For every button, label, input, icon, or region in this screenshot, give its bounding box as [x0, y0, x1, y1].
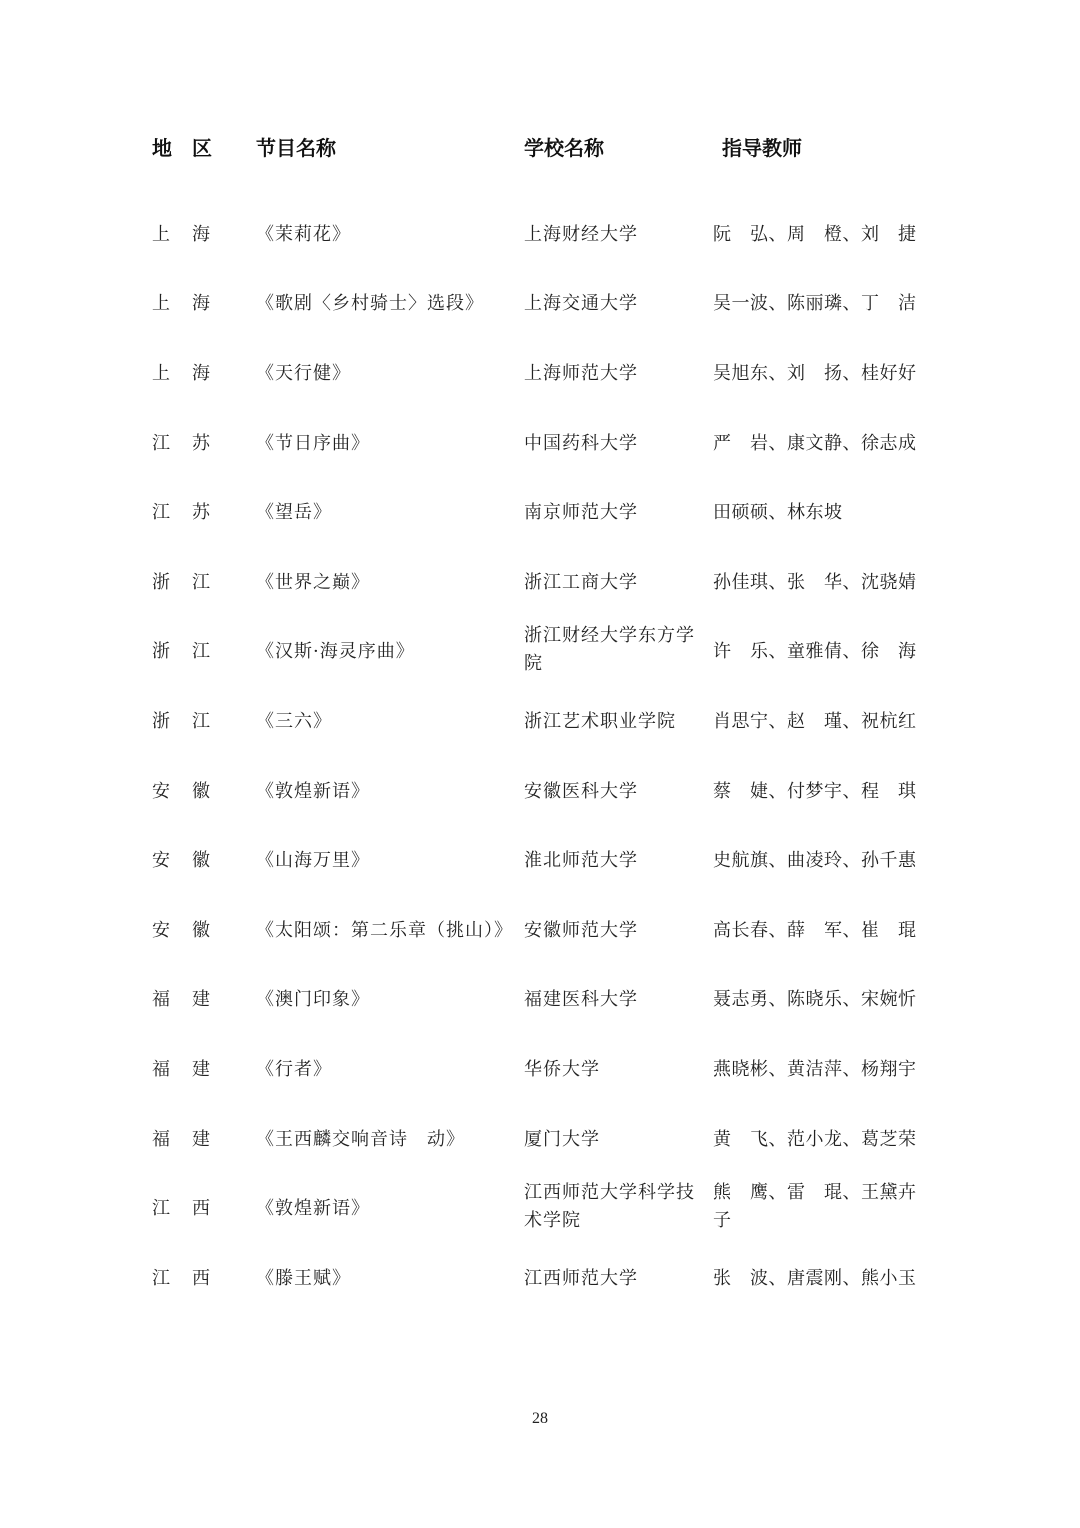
- region-char: 上: [152, 223, 170, 245]
- program-cell: 《世界之巅》: [256, 571, 370, 593]
- region-char: 安: [152, 919, 170, 941]
- region-cell: [152, 337, 242, 407]
- teacher-cell: 张 波、唐震刚、熊小玉: [713, 1267, 917, 1289]
- program-cell: 《太阳颂：第二乐章（挑山）》: [256, 919, 513, 941]
- table-row: [0, 268, 1080, 338]
- region-char: 海: [192, 293, 210, 315]
- region-char: 江: [152, 432, 170, 454]
- region-char: 徽: [192, 919, 210, 941]
- teacher-cell: 蔡 婕、付梦宇、程 琪: [713, 780, 917, 802]
- region-char: 江: [192, 571, 210, 593]
- program-cell: 《山海万里》: [256, 850, 370, 872]
- region-char: 福: [152, 1128, 170, 1150]
- teacher-cell: 许 乐、童雅倩、徐 海: [713, 641, 917, 663]
- school-cell: 安徽医科大学: [524, 780, 638, 802]
- region-cell: [152, 616, 242, 686]
- region-char: 海: [192, 362, 210, 384]
- school-cell: 浙江艺术职业学院: [524, 710, 676, 732]
- program-cell: 《滕王赋》: [256, 1267, 351, 1289]
- program-cell: 《澳门印象》: [256, 989, 370, 1011]
- school-cell: 浙江财经大学东方学院: [524, 625, 695, 675]
- region-char: 江: [152, 502, 170, 524]
- table-row: [0, 407, 1080, 477]
- region-char: 西: [192, 1198, 210, 1220]
- school-cell: 安徽师范大学: [524, 919, 638, 941]
- table-row: [0, 616, 1080, 686]
- region-char: 建: [192, 1058, 210, 1080]
- region-char: 浙: [152, 571, 170, 593]
- region-cell: [152, 964, 242, 1034]
- region-char: 江: [192, 641, 210, 663]
- header-school: 学校名称: [524, 136, 604, 160]
- table-row: [0, 476, 1080, 546]
- teacher-cell: 高长春、薛 军、崔 琨: [713, 919, 917, 941]
- region-cell: [152, 755, 242, 825]
- region-cell: [152, 546, 242, 616]
- region-char: 徽: [192, 780, 210, 802]
- teacher-cell: 黄 飞、范小龙、葛芝荣: [713, 1128, 917, 1150]
- program-cell: 《望岳》: [256, 502, 332, 524]
- table-header: [0, 128, 1080, 162]
- region-char: 海: [192, 223, 210, 245]
- region-cell: [152, 685, 242, 755]
- program-cell: 《天行健》: [256, 362, 351, 384]
- region-char: 苏: [192, 432, 210, 454]
- region-char: 福: [152, 1058, 170, 1080]
- table-row: [0, 1103, 1080, 1173]
- teacher-cell: 吴旭东、刘 扬、桂好好: [713, 362, 917, 384]
- region-cell: [152, 268, 242, 338]
- region-char: 江: [192, 710, 210, 732]
- region-char: 福: [152, 989, 170, 1011]
- region-char: 江: [152, 1267, 170, 1289]
- teacher-cell: 孙佳琪、张 华、沈骁婧: [713, 571, 917, 593]
- program-cell: 《敦煌新语》: [256, 780, 370, 802]
- table-row: [0, 1242, 1080, 1312]
- teacher-cell: 燕晓彬、黄洁萍、杨翔宇: [713, 1058, 917, 1080]
- table-row: [0, 1033, 1080, 1103]
- teacher-cell: 史航旗、曲凌玲、孙千惠: [713, 850, 917, 872]
- school-cell: 南京师范大学: [524, 502, 638, 524]
- region-cell: [152, 1033, 242, 1103]
- region-char: 西: [192, 1267, 210, 1289]
- school-cell: 福建医科大学: [524, 989, 638, 1011]
- region-char: 安: [152, 850, 170, 872]
- program-cell: 《茉莉花》: [256, 223, 351, 245]
- region-cell: [152, 894, 242, 964]
- region-char: 建: [192, 1128, 210, 1150]
- program-cell: 《行者》: [256, 1058, 332, 1080]
- teacher-cell: 吴一波、陈丽璘、丁 洁: [713, 293, 917, 315]
- header-teacher: 指导教师: [722, 136, 802, 160]
- region-char: 江: [152, 1198, 170, 1220]
- table-row: [0, 824, 1080, 894]
- school-cell: 江西师范大学科学技术学院: [524, 1182, 695, 1232]
- teacher-cell: 严 岩、康文静、徐志成: [713, 432, 917, 454]
- table-row: [0, 964, 1080, 1034]
- region-cell: [152, 476, 242, 546]
- region-cell: [152, 407, 242, 477]
- school-cell: 厦门大学: [524, 1128, 600, 1150]
- school-cell: 淮北师范大学: [524, 850, 638, 872]
- page-number: 28: [532, 1410, 548, 1427]
- teacher-cell: 阮 弘、周 橙、刘 捷: [713, 223, 917, 245]
- region-cell: [152, 198, 242, 268]
- teacher-cell: 聂志勇、陈晓乐、宋婉忻: [713, 989, 917, 1011]
- region-cell: [152, 1172, 242, 1242]
- table-row: [0, 894, 1080, 964]
- table-row: [0, 337, 1080, 407]
- region-char: 安: [152, 780, 170, 802]
- program-cell: 《王西麟交响音诗 动》: [256, 1128, 465, 1150]
- program-cell: 《节日序曲》: [256, 432, 370, 454]
- table-row: [0, 1172, 1080, 1242]
- region-char: 上: [152, 362, 170, 384]
- school-cell: 浙江工商大学: [524, 571, 638, 593]
- region-char: 上: [152, 293, 170, 315]
- table-row: [0, 198, 1080, 268]
- teacher-cell: 田硕硕、林东坡: [713, 502, 843, 524]
- region-char: 建: [192, 989, 210, 1011]
- region-char: 浙: [152, 641, 170, 663]
- program-cell: 《汉斯·海灵序曲》: [256, 641, 415, 663]
- header-program: 节目名称: [256, 136, 336, 160]
- table-row: [0, 755, 1080, 825]
- school-cell: 中国药科大学: [524, 432, 638, 454]
- region-cell: [152, 824, 242, 894]
- table-row: [0, 546, 1080, 616]
- region-char: 浙: [152, 710, 170, 732]
- teacher-cell: 熊 鹰、雷 琨、王黛卉子: [713, 1182, 917, 1232]
- school-cell: 上海交通大学: [524, 293, 638, 315]
- program-cell: 《敦煌新语》: [256, 1198, 370, 1220]
- program-cell: 《三六》: [256, 710, 332, 732]
- school-cell: 上海师范大学: [524, 362, 638, 384]
- school-cell: 华侨大学: [524, 1058, 600, 1080]
- region-char: 徽: [192, 850, 210, 872]
- region-cell: [152, 1242, 242, 1312]
- program-cell: 《歌剧〈乡村骑士〉选段》: [256, 293, 484, 315]
- teacher-cell: 肖思宁、赵 瑾、祝杭红: [713, 710, 917, 732]
- header-region: 地 区: [152, 136, 212, 160]
- school-cell: 上海财经大学: [524, 223, 638, 245]
- region-char: 苏: [192, 502, 210, 524]
- table-row: [0, 685, 1080, 755]
- school-cell: 江西师范大学: [524, 1267, 638, 1289]
- region-cell: [152, 1103, 242, 1173]
